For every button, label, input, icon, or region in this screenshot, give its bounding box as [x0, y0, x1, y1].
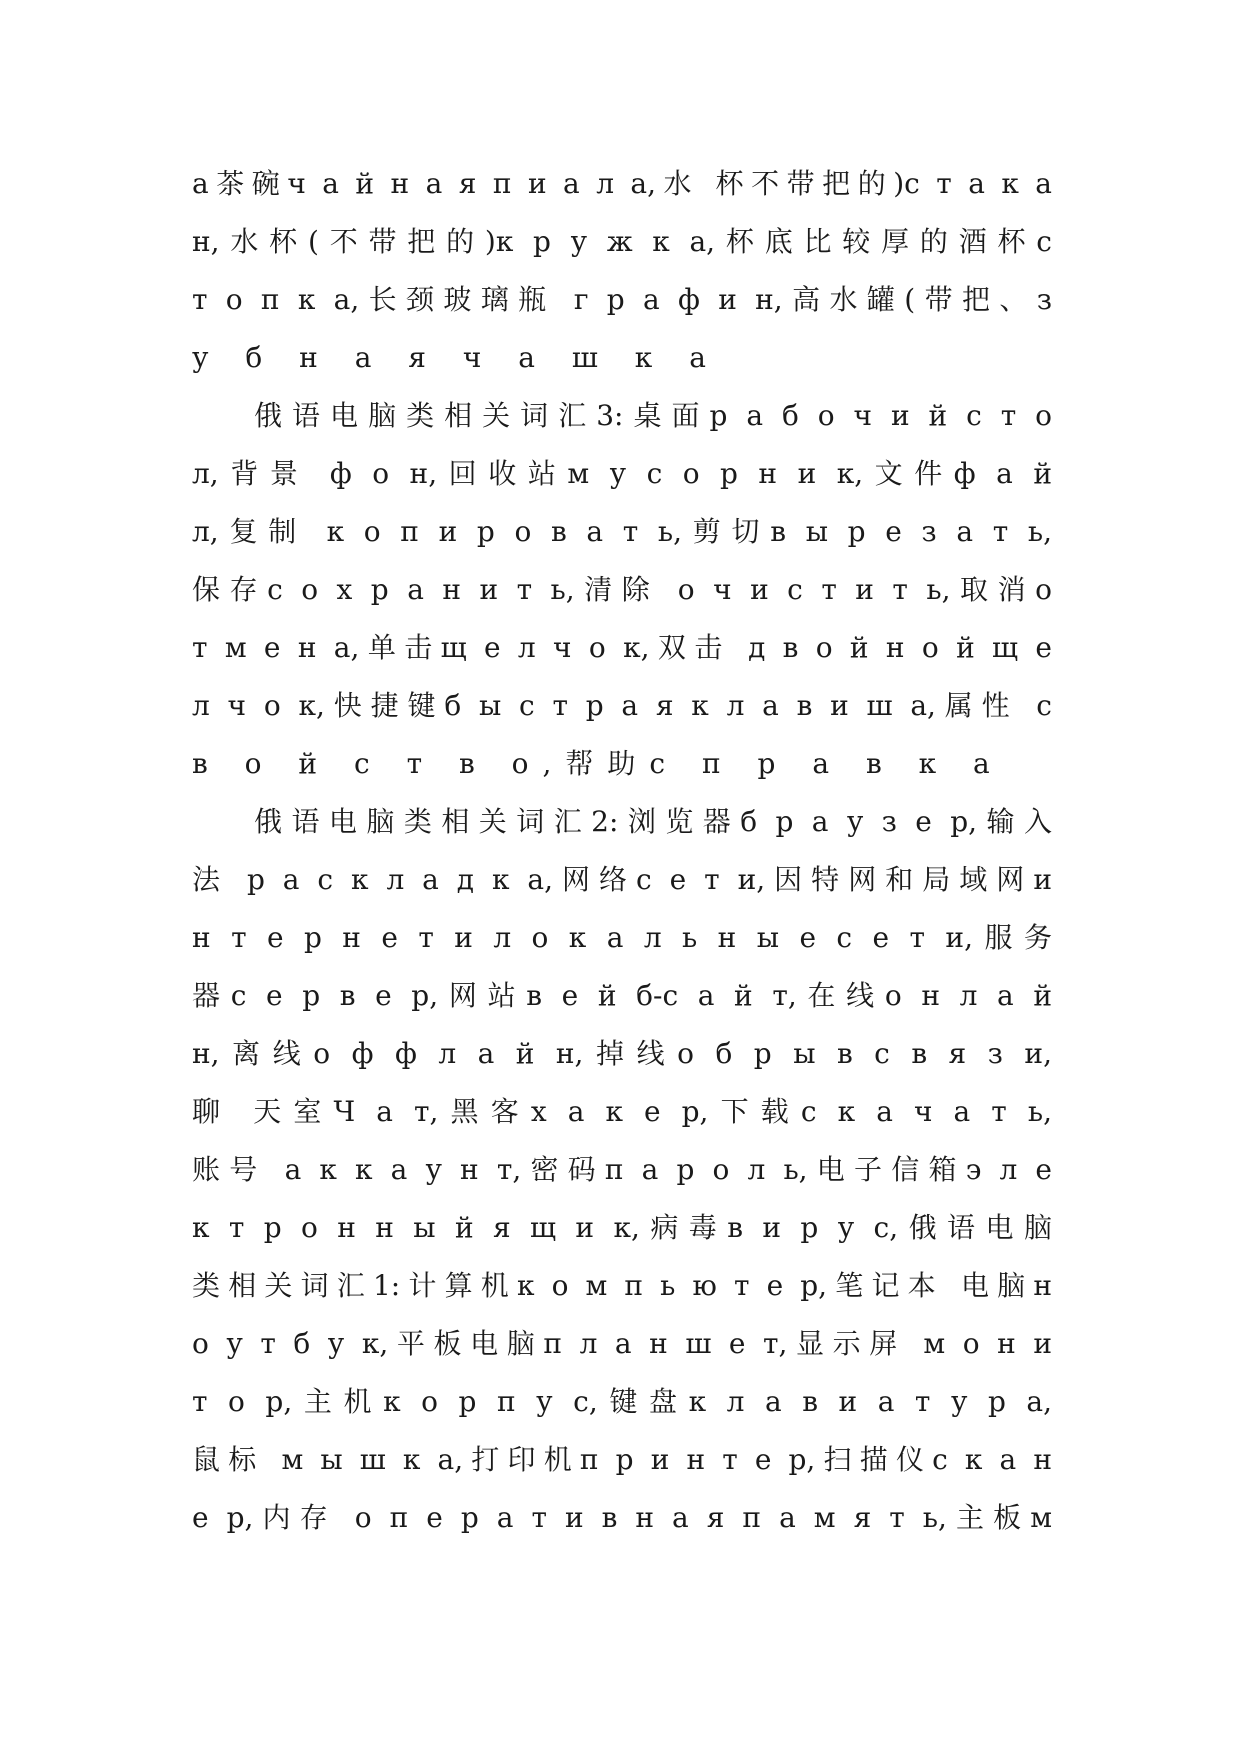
text-line: 保存с о х р а н и т ь,清除 о ч и с т и т ь,取消о — [192, 573, 1052, 606]
text-line: е р,内存 о п е р а т и в н а я п а м я т ь,主板м — [192, 1501, 1052, 1534]
text-line: т о п к а,长颈玻璃瓶 г р а ф и н,高水罐(带把、з — [192, 283, 1052, 316]
text-line: 鼠标 м ы ш к а,打印机п р и н т е р,扫描仪с к а н — [192, 1443, 1052, 1476]
text-line: a茶碗ч а й н а я п и а л а,水 杯不带把的)с т а к а — [192, 167, 1052, 200]
text-line: к т р о н н ы й я щ и к,病毒в и р у с,俄语电脑 — [192, 1211, 1052, 1244]
text-line: 聊 天室Ч а т,黑客х а к е р,下载с к а ч а т ь, — [192, 1095, 1052, 1128]
text-line: т о р,主机к о р п у с,键盘к л а в и а т у р а, — [192, 1385, 1052, 1418]
text-line: л,背景 ф о н,回收站м у с о р н и к,文件ф а й — [192, 457, 1052, 490]
text-line: 账号 а к к а у н т,密码п а р о л ь,电子信箱э л е — [192, 1153, 1052, 1186]
text-line: т м е н а,单击щ е л ч о к,双击 д в о й н о й щ е — [192, 631, 1052, 664]
text-line: н т е р н е т и л о к а л ь н ы е с е т и,服务 — [192, 921, 1052, 954]
text-line: 法 р а с к л а д к а,网络с е т и,因特网和局域网и — [192, 863, 1052, 896]
text-line: в о й с т в о,帮助с п р а в к а — [192, 747, 1004, 780]
text-line: л ч о к,快捷键б ы с т р а я к л а в и ш а,属性 с — [192, 689, 1052, 722]
text-line: н,水杯(不带把的)к р у ж к а,杯底比较厚的酒杯с — [192, 225, 1052, 258]
text-line: л,复制 к о п и р о в а т ь,剪切в ы р е з а т ь, — [192, 515, 1052, 548]
text-line: 类相关词汇1:计算机к о м п ь ю т е р,笔记本 电脑н — [192, 1269, 1052, 1302]
text-line: н,离线о ф ф л а й н,掉线о б р ы в с в я з и, — [192, 1037, 1052, 1070]
text-line: 器с е р в е р,网站в е й б-с а й т,在线о н л а й — [192, 979, 1052, 1012]
text-line: о у т б у к,平板电脑п л а н ш е т,显示屏 м о н и — [192, 1327, 1052, 1360]
paragraph-start-line: 俄语电脑类相关词汇3:桌面р а б о ч и й с т о — [254, 399, 1052, 432]
text-line: у б н а я ч а ш к а — [192, 341, 720, 374]
paragraph-start-line: 俄语电脑类相关词汇2:浏览器б р а у з е р,输入 — [254, 805, 1052, 838]
